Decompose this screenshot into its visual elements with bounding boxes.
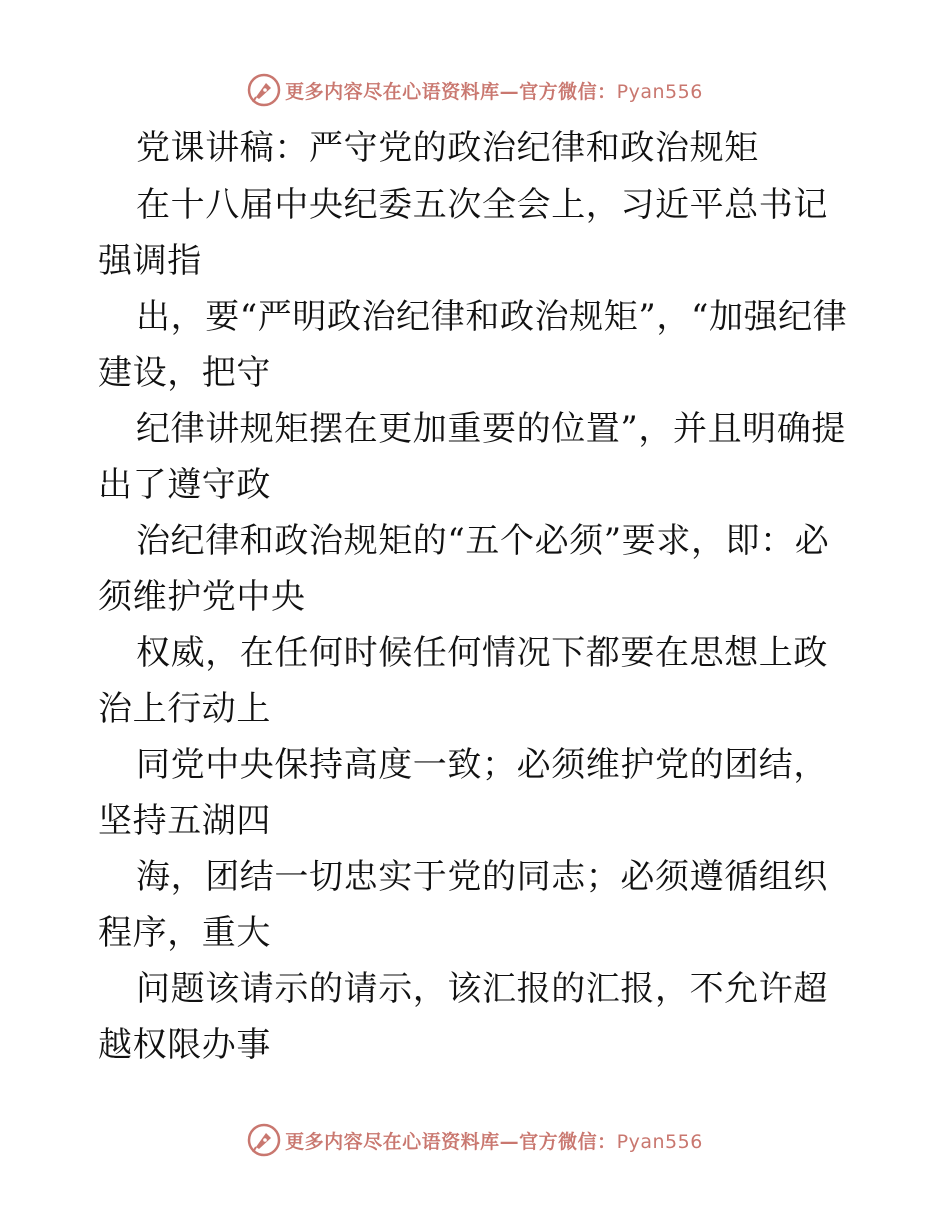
paragraph-line: 治纪律和政治规矩的“五个必须”要求，即：必须维护党中央	[98, 521, 830, 617]
banner-text	[285, 1127, 703, 1154]
paragraph-line: 纪律讲规矩摆在更加重要的位置”，并且明确提出了遵守政	[98, 409, 846, 505]
pen-nib-logo-icon	[247, 1123, 281, 1157]
paragraph-line: 同党中央保持高度一致；必须维护党的团结，坚持五湖四	[98, 745, 828, 841]
paragraph-line: 在十八届中央纪委五次全会上，习近平总书记强调指	[98, 185, 828, 281]
document-body	[98, 119, 858, 1073]
paragraph-line: 问题该请示的请示，该汇报的汇报，不允许超越权限办事	[98, 969, 828, 1065]
wechat-id: Pyan556	[616, 1130, 703, 1153]
paragraph-line: 出，要“严明政治纪律和政治规矩”，“加强纪律建设，把守	[98, 297, 848, 393]
paragraph-line: 海，团结一切忠实于党的同志；必须遵循组织程序，重大	[98, 857, 828, 953]
document-title: 党课讲稿：严守党的政治纪律和政治规矩	[136, 128, 759, 168]
banner-label: 更多内容尽在心语资料库—官方微信：	[285, 80, 617, 103]
wechat-id: Pyan556	[616, 80, 703, 103]
banner-label: 更多内容尽在心语资料库—官方微信：	[285, 1130, 617, 1153]
banner-text	[285, 77, 703, 104]
footer-watermark-banner	[0, 1120, 950, 1160]
pen-nib-logo-icon	[247, 73, 281, 107]
paragraph-line: 权威，在任何时候任何情况下都要在思想上政治上行动上	[98, 633, 828, 729]
header-watermark-banner	[0, 70, 950, 110]
